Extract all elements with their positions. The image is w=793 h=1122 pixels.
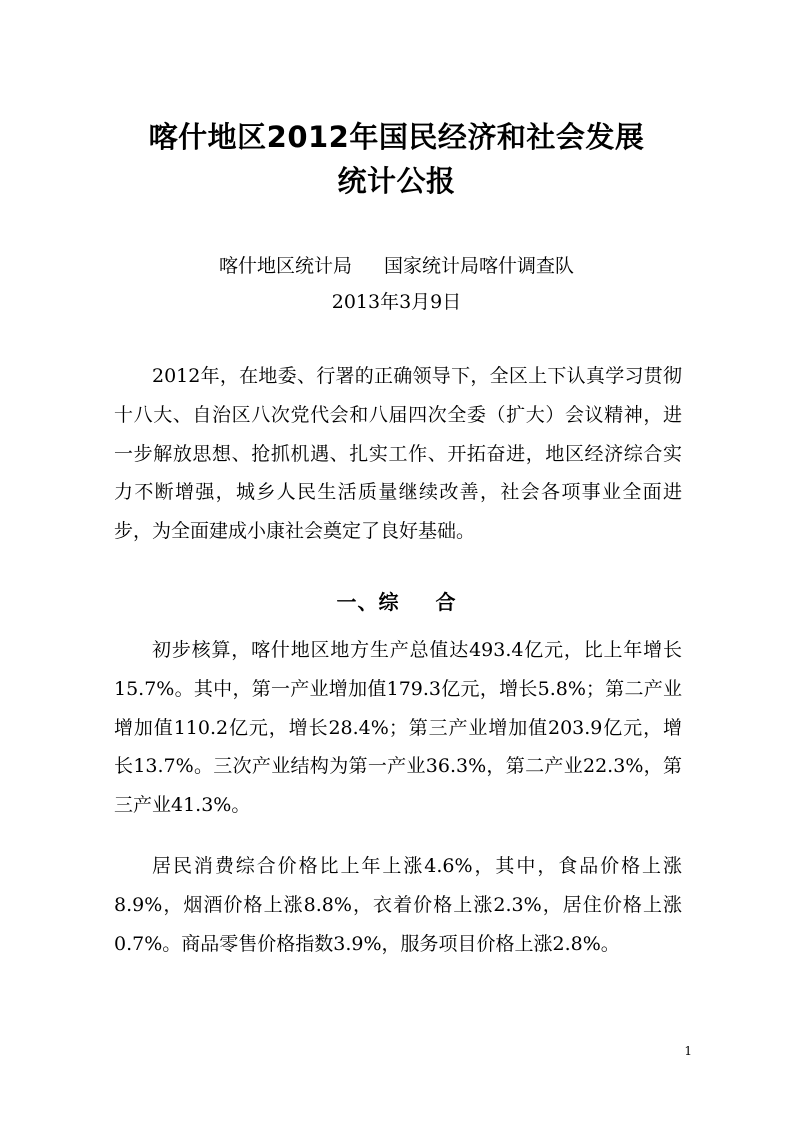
gdp-paragraph: 初步核算，喀什地区地方生产总值达493.4亿元，比上年增长15.7%。其中，第一产业增加值179.3亿元，增长5.8%；第二产业增加值110.2亿元，增长28.4%；第三产业增加值203.9亿元，增长13.7%。三次产业结构为第一产业36.3%，第二产业22.3%，第三产业41.3%。	[114, 639, 682, 817]
document-title-line-1: 喀什地区2012年国民经济和社会发展	[148, 120, 645, 154]
page-number: 1	[684, 1044, 692, 1058]
authority-statistics-bureau: 喀什地区统计局	[218, 255, 352, 277]
authority-survey-team: 国家统计局喀什调查队	[384, 255, 575, 277]
prices-paragraph: 居民消费综合价格比上年上涨4.6%，其中，食品价格上涨8.9%，烟酒价格上涨8.8%，衣着价格上涨2.3%，居住价格上涨0.7%。商品零售价格指数3.9%，服务项目价格上涨2.8%。	[114, 855, 682, 955]
section-title-part-1: 综	[378, 590, 400, 614]
issuing-authorities	[0, 254, 793, 278]
publication-date: 2013年3月9日	[331, 291, 462, 313]
intro-paragraph: 2012年，在地委、行署的正确领导下，全区上下认真学习贯彻十八大、自治区八次党代会和八届四次全委（扩大）会议精神，进一步解放思想、抢抓机遇、扎实工作、开拓奋进，地区经济综合实力不断增强，城乡人民生活质量继续改善，社会各项事业全面进步，为全面建成小康社会奠定了良好基础。	[114, 365, 682, 543]
section-title-part-2: 合	[435, 590, 457, 614]
section-heading-comprehensive	[0, 589, 793, 615]
document-title-line-2: 统计公报	[337, 164, 456, 198]
section-number: 一、	[336, 590, 379, 614]
